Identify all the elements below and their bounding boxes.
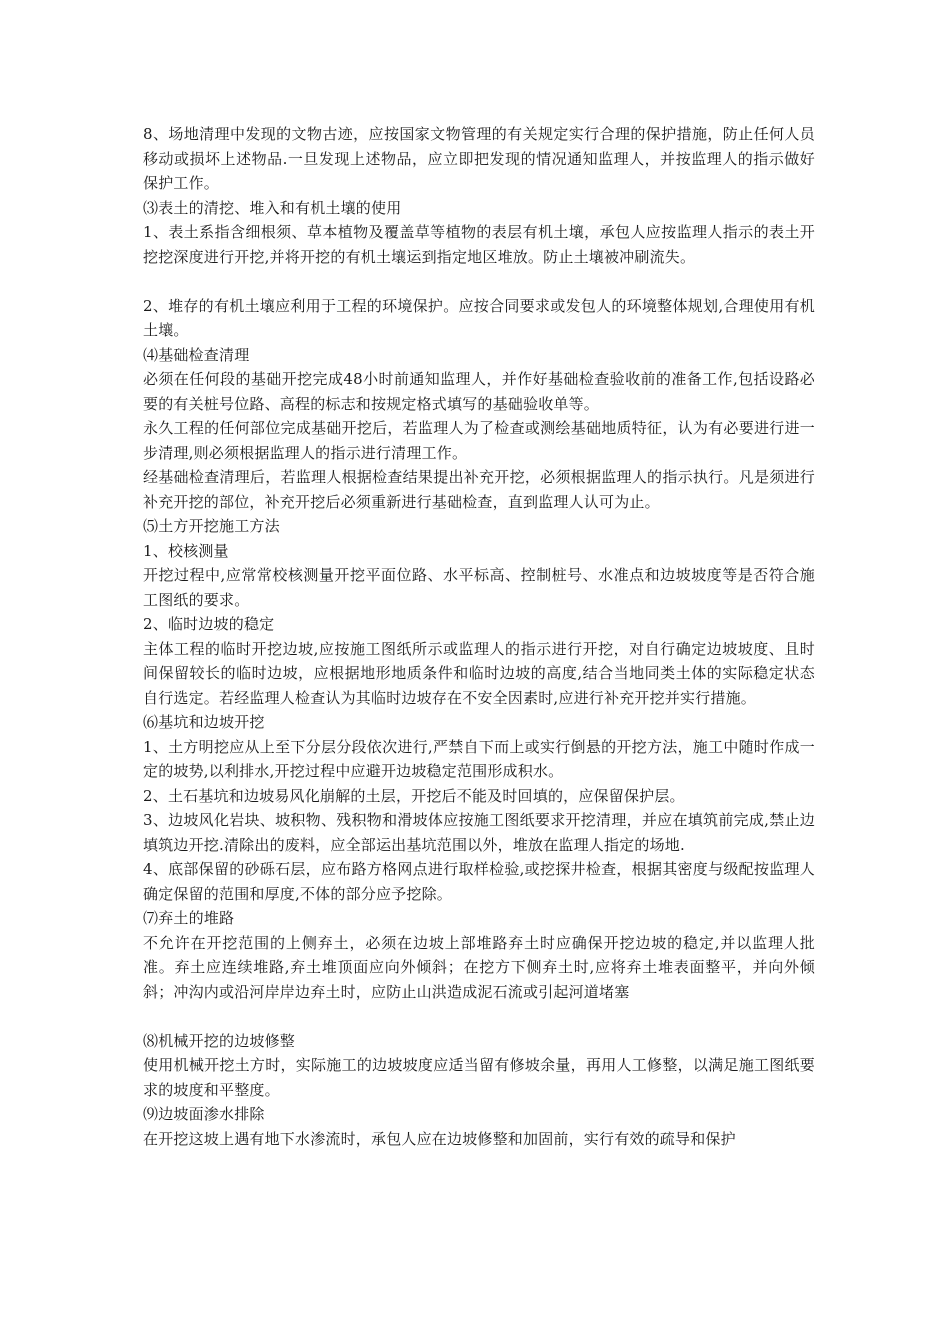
paragraph-survey-check: 开挖过程中,应常常校核测量开挖平面位路、水平标高、控制桩号、水准点和边坡坡度等是否符合施工图纸的要求。: [143, 566, 815, 609]
blank-line: [143, 1004, 815, 1029]
paragraph-protective-layer: 2、土石基坑和边坡易风化崩解的土层，开挖后不能及时回填的，应保留保护层。: [143, 786, 685, 805]
paragraph-artifact-protection: 8、场地清理中发现的文物古迹，应按国家文物管理的有关规定实行合理的保护措施，防止任何人员移动或损坏上述物品.一旦发现上述物品，应立即把发现的情况通知监理人，并按监理人的指示做好保护工作。: [143, 125, 815, 192]
blank-line: [143, 269, 815, 294]
section-heading-topsoil: ⑶表土的清挖、堆入和有机土壤的使用: [143, 198, 402, 217]
paragraph-layered-excavation: 1、土方明挖应从上至下分层分段依次进行,严禁自下而上或实行倒悬的开挖方法，施工中随时作成一定的坡势,以利排水,开挖过程中应避开边坡稳定范围形成积水。: [143, 737, 815, 780]
paragraph-weathered-rock: 3、边坡风化岩块、坡积物、残积物和滑坡体应按施工图纸要求开挖清理，并应在填筑前完成,禁止边填筑边开挖.清除出的废料，应全部运出基坑范围以外，堆放在监理人指定的场地.: [143, 811, 815, 854]
subheading-temporary-slope: 2、临时边坡的稳定: [143, 615, 275, 633]
paragraph-topsoil-definition: 1、表土系指含细根须、草本植物及覆盖草等植物的表层有机土壤，承包人应按监理人指示的表土开挖挖深度进行开挖,并将开挖的有机土壤运到指定地区堆放。防止土壤被冲刷流失。: [143, 223, 815, 266]
paragraph-supplementary-excavation: 经基础检查清理后，若监理人根据检查结果提出补充开挖，必须根据监理人的指示执行。凡是须进行补充开挖的部位，补充开挖后必须重新进行基础检查，直到监理人认可为止。: [143, 468, 815, 511]
paragraph-foundation-cleanup: 永久工程的任何部位完成基础开挖后，若监理人为了检查或测绘基础地质特征，认为有必要进行进一步清理,则必须根据监理人的指示进行清理工作。: [143, 419, 815, 462]
paragraph-temporary-slope: 主体工程的临时开挖边坡,应按施工图纸所示或监理人的指示进行开挖，对自行确定边坡坡度、且时间保留较长的临时边坡，应根据地形地质条件和临时边坡的高度,结合当地同类土体的实际稳定状态自行选定。若经监理人检查认为其临时边坡存在不安全因素时,应进行补充开挖并实行措施。: [143, 639, 815, 707]
paragraph-slope-trimming: 使用机械开挖土方时，实际施工的边坡坡度应适当留有修坡余量，再用人工修整，以满足施工图纸要求的坡度和平整度。: [143, 1056, 815, 1099]
paragraph-foundation-notice: 必须在任何段的基础开挖完成48小时前通知监理人，并作好基础检查验收前的准备工作,包括设路必要的有关桩号位路、高程的标志和按规定格式填写的基础验收单等。: [143, 370, 815, 413]
document-page: [143, 122, 815, 1151]
paragraph-topsoil-usage: 2、堆存的有机土壤应利用于工程的环境保护。应按合同要求或发包人的环境整体规划,合理使用有机土壤。: [143, 296, 815, 339]
section-heading-seepage-drainage: ⑼边坡面渗水排除: [143, 1105, 265, 1123]
paragraph-spoil-stacking: 不允许在开挖范围的上侧弃土，必须在边坡上部堆路弃土时应确保开挖边坡的稳定,并以监理人批准。弃土应连续堆路,弃土堆顶面应向外倾斜；在挖方下侧弃土时,应将弃土堆表面整平，并向外倾斜；冲沟内或沿河岸岸边弃土时，应防止山洪造成泥石流或引起河道堵塞: [143, 933, 815, 1001]
paragraph-gravel-layer: 4、底部保留的砂砾石层，应布路方格网点进行取样检验,或挖探井检查，根据其密度与级配按监理人确定保留的范围和厚度,不体的部分应予挖除。: [143, 860, 815, 903]
subheading-survey-check: 1、校核测量: [143, 541, 229, 560]
paragraph-seepage-drainage: 在开挖这坡上遇有地下水渗流时，承包人应在边坡修整和加固前，实行有效的疏导和保护: [143, 1129, 736, 1148]
section-heading-spoil-stacking: ⑺弃土的堆路: [143, 909, 235, 927]
section-heading-slope-trimming: ⑻机械开挖的边坡修整: [143, 1031, 296, 1050]
section-heading-excavation-methods: ⑸土方开挖施工方法: [143, 517, 280, 535]
section-heading-foundation-inspection: ⑷基础检查清理: [143, 345, 250, 364]
section-heading-pit-and-slope: ⑹基坑和边坡开挖: [143, 713, 265, 731]
